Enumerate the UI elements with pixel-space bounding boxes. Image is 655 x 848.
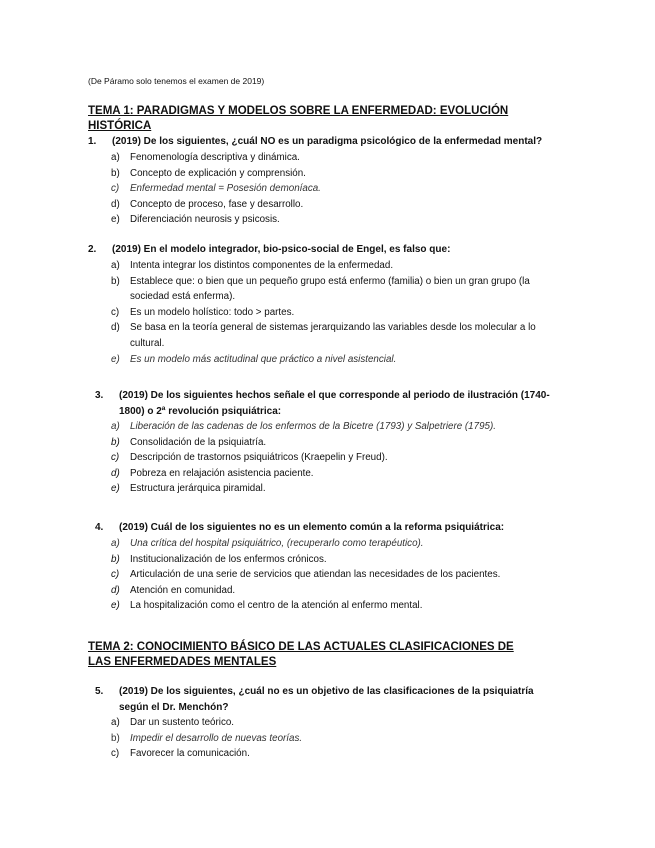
- option: a) Dar un sustento teórico.: [111, 717, 235, 728]
- question-4-options: [111, 536, 561, 614]
- question-1: [88, 134, 558, 150]
- option: a) Fenomenología descriptiva y dinámica.: [111, 152, 300, 163]
- option: b) Concepto de explicación y comprensión.: [111, 167, 306, 179]
- question-5-options: [111, 715, 551, 762]
- question-text: (2019) De los siguientes, ¿cuál NO es un paradigma psicológico de la enfermedad mental?: [112, 136, 543, 147]
- question-text: (2019) Cuál de los siguientes no es un elemento común a la reforma psiquiátrica:: [119, 522, 505, 533]
- question-3-options: [111, 419, 551, 497]
- question-number: 2.: [88, 244, 97, 255]
- question-number: 4.: [95, 522, 104, 533]
- option: e) Estructura jerárquica piramidal.: [111, 483, 266, 495]
- question-number: 1.: [88, 136, 97, 147]
- option: c) Descripción de trastornos psiquiátricos (Kraepelin y Freud).: [111, 452, 388, 464]
- question-text: (2019) De los siguientes, ¿cuál no es un objetivo de las clasificaciones de la psiquiatría según el Dr. Menchón?: [119, 686, 534, 713]
- option: d) Pobreza en relajación asistencia paciente.: [111, 467, 314, 479]
- option-highlighted: a) Una crítica del hospital psiquiátrico, (recuperarlo como terapéutico).: [111, 538, 424, 549]
- question-2: [88, 242, 558, 258]
- option-highlighted: c) Enfermedad mental = Posesión demoníaca.: [111, 183, 321, 195]
- option: d) Concepto de proceso, fase y desarrollo.: [111, 198, 304, 210]
- option: d) Atención en comunidad.: [111, 584, 236, 596]
- question-5: [95, 684, 555, 716]
- option: e) Diferenciación neurosis y psicosis.: [111, 214, 280, 226]
- option-highlighted: a) Liberación de las cadenas de los enfermos de la Bicetre (1793) y Salpetriere (1795).: [111, 421, 496, 432]
- option: a) Intenta integrar los distintos componentes de la enfermedad.: [111, 260, 394, 271]
- option-highlighted: b) Impedir el desarrollo de nuevas teorías.: [111, 732, 303, 744]
- question-1-options: [111, 150, 551, 228]
- option: b) Consolidación de la psiquiatría.: [111, 436, 267, 448]
- option: d) Se basa en la teoría general de sistemas jerarquizando las variables desde los molecular a lo cultural.: [111, 322, 536, 349]
- topic-2-title: TEMA 2: CONOCIMIENTO BÁSICO DE LAS ACTUALES CLASIFICACIONES DE LAS ENFERMEDADES MENTALES: [88, 641, 514, 668]
- question-text: (2019) De los siguientes hechos señale el que corresponde al periodo de ilustración (1740-1800) o 2ª revolución psiquiátrica:: [119, 390, 550, 417]
- option: c) Favorecer la comunicación.: [111, 748, 250, 760]
- question-3: [95, 388, 555, 420]
- option-highlighted: e) Es un modelo más actitudinal que práctico a nivel asistencial.: [111, 353, 397, 365]
- question-4: [95, 520, 555, 536]
- option: b) Institucionalización de los enfermos crónicos.: [111, 553, 327, 565]
- header-note: (De Páramo solo tenemos el examen de 2019): [88, 76, 265, 86]
- option: e) La hospitalización como el centro de la atención al enfermo mental.: [111, 600, 423, 612]
- topic-1-title: TEMA 1: PARADIGMAS Y MODELOS SOBRE LA ENFERMEDAD: EVOLUCIÓN HISTÓRICA: [88, 105, 509, 132]
- question-number: 3.: [95, 390, 104, 401]
- option: b) Establece que: o bien que un pequeño grupo está enfermo (familia) o bien un gran grupo (la sociedad está enferma).: [111, 275, 530, 303]
- question-text: (2019) En el modelo integrador, bio-psico-social de Engel, es falso que:: [112, 244, 451, 255]
- option: c) Es un modelo holístico: todo > partes.: [111, 306, 295, 318]
- question-number: 5.: [95, 686, 104, 697]
- option: c) Articulación de una serie de servicios que atiendan las necesidades de los pacientes.: [111, 569, 501, 581]
- question-2-options: [111, 258, 551, 367]
